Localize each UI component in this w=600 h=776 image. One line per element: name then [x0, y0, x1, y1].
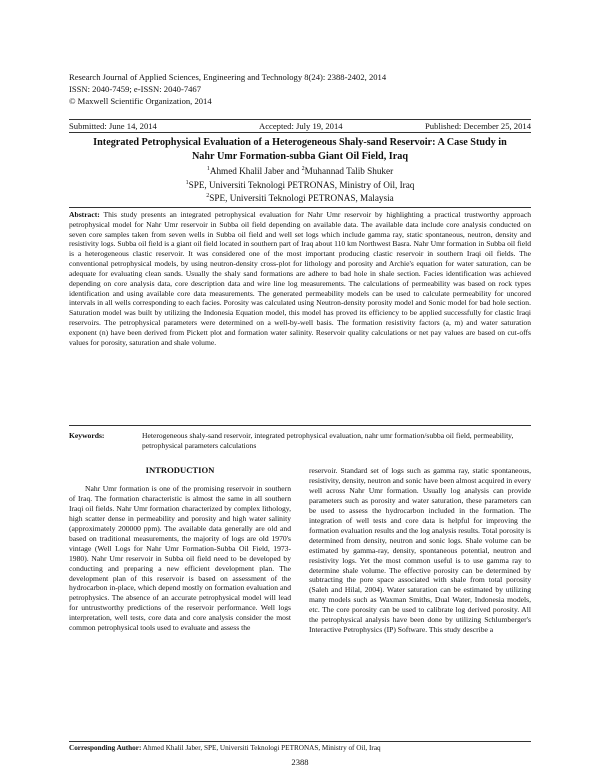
abstract-text: This study presents an integrated petrophysical evaluation for Nahr Umr reservoir by highlighting a practical trustworthy approach petrophysical model for Nahr Umr reservoir in Subba oil field depending on available data. The available data include core analysis conducted on seven core samples taken from seven wells in Subba oil field and well set logs which include gamma ray, static spontaneous, neutron, density and resistivity logs. Subba oil field is a giant oil field located in southern part of Iraq about 110 km Northwest Basra. Nahr Umr formation in Subba oil field is a heterogeneous clastic reservoir. It was considered one of the most important producing clastic reservoir in southern Iraqi oil fields. The conventional petrophysical models, by using neutron-density cross-plot for lithology and porosity and Archie's equation for water saturation, can be adequate for evaluating clean sands. Usually the shaly sand formations are adhere to bad hole in shale section. Facies identification was achieved depending on core analysis data, core description data and wire line log measurements. The calculations of permeability was based on rock types identification and using available core data measurements. The generated permeability models can be used to calculate permeability for uncored intervals in all wells corresponding to each facies. Porosity was calculated using Neutron-density porosity model and Sonic model for bad hole section. Saturation model was built by utilizing the Indonesia Equation model, this model has proved its efficiency to be applied successfully for clastic Iraqi reservoirs. The petrophysical parameters were determined on a well-by-well basis. The formation resistivity factors (a, m) and water saturation exponent (n) have been derived from Pickett plot and formation water salinity. Reservoir quality calculations or net pay values are based on cut-offs values for porosity, saturation and shale volume. [69, 210, 531, 347]
aff1-sup: 1 [185, 179, 189, 186]
corresponding-label: Corresponding Author: [69, 744, 142, 752]
author-block [69, 164, 531, 205]
submitted-date: Submitted: June 14, 2014 [69, 121, 157, 131]
corresponding-author [69, 744, 531, 752]
abstract-rule-top [69, 207, 531, 208]
paper-title: Integrated Petrophysical Evaluation of a Heterogeneous Shaly-sand Reservoir: A Case Study in Nahr Umr Formation-subba Giant Oil Field, Iraq [93, 137, 507, 162]
keywords-text: Heterogeneous shaly-sand reservoir, integrated petrophysical evaluation, nahr umr formation/subba oil field, permeability, petrophysical parameters calculations [142, 431, 514, 450]
affiliation-1 [69, 178, 531, 192]
intro-left-column [69, 466, 291, 633]
published-date: Published: December 25, 2014 [425, 121, 531, 131]
intro-right-paragraph: reservoir. Standard set of logs such as gamma ray, static spontaneous, resistivity, density, neutron and sonic have been almost acquired in every well across Nahr Umr formation. Usually log analysis can provide parameters such as porosity and water saturation, these parameters can be used to assess the hydrocarbon included in the formation. The integration of well tests and core data is helpful for improving the formation evaluation results and the log analysis results. Total porosity is determined from density, neutron and sonic logs. Shale volume can be estimated by gamma-ray, density, spontaneous potential, neutron and resistivity logs. Yet the most common useful is to use gamma ray to determine shale volume. The effective porosity can be determined by subtracting the pore space associated with shale from total porosity (Saleh and Hilal, 2004). Water saturation can be estimated by utilizing many models such as Waxman Smiths, Dual Water, Indonesia models, etc. The core porosity can be used to calibrate log derived porosity. All the petrophysical analysis have been done by utilizing Schlumberger's Interactive Petrophysics (IP) Software. This study describe a [309, 466, 531, 635]
corresponding-text: Ahmed Khalil Jaber, SPE, Universiti Teknologi PETRONAS, Ministry of Oil, Iraq [141, 744, 381, 752]
author1-name: Ahmed Khalil Jaber and [209, 166, 302, 177]
header-rule-top [69, 119, 531, 120]
accepted-date: Accepted: July 19, 2014 [259, 121, 343, 131]
intro-right-column [309, 466, 531, 635]
author1-sup: 1 [206, 166, 210, 172]
author2-sup: 2 [301, 166, 305, 172]
issn-line: ISSN: 2040-7459; e-ISSN: 2040-7467 [69, 84, 202, 94]
abstract-label: Abstract: [69, 210, 100, 219]
affiliation-2 [69, 191, 531, 205]
section-heading-introduction: INTRODUCTION [145, 465, 215, 475]
keywords-label: Keywords: [69, 431, 105, 440]
page-number: 2388 [291, 757, 309, 767]
aff2-text: SPE, Universiti Teknologi PETRONAS, Malaysia [209, 193, 394, 204]
journal-citation: Research Journal of Applied Sciences, Engineering and Technology 8(24): 2388-2402, 2014 [69, 72, 387, 82]
aff2-sup: 2 [206, 193, 210, 200]
abstract [69, 210, 531, 347]
intro-left-paragraph: Nahr Umr formation is one of the promising reservoir in southern of Iraq. The formation characteristic is almost the same in all southern Iraqi oil fields. Nahr Umr formation characterized by complex lithology, high scatter dense in permeability and porosity and high water salinity (approximately 200000 ppm). The available data generally are old and based on traditional measurements, the majority of logs are old 1970's vintage (Well Logs for Nahr Umr Formation-Subba Oil Field, 1973-1980). Nahr Umr reservoir in Subba oil field need to be developed by conducting and preparing a new efficient development plan. The development plan of this reservoir is based on assessment of the hydrocarbon in-place, which depend mostly on formation evaluation and petrophysics. The absence of an accurate petrophysical model will lead for untrustworthy predictions of the reservoir performance. Well logs interpretation, well tests, core data and core analysis consider the most common petrophysical tools used to evaluate and assess the [69, 483, 291, 633]
author-names [69, 164, 531, 178]
copyright-line: © Maxwell Scientific Organization, 2014 [69, 96, 212, 106]
author2-name: Muhannad Talib Shuker [304, 166, 394, 177]
footer-rule [69, 741, 531, 742]
aff1-text: SPE, Universiti Teknologi PETRONAS, Ministry of Oil, Iraq [188, 179, 415, 190]
header-rule-bottom [69, 132, 531, 133]
abstract-rule-bottom [69, 425, 531, 426]
journal-header [69, 71, 386, 107]
